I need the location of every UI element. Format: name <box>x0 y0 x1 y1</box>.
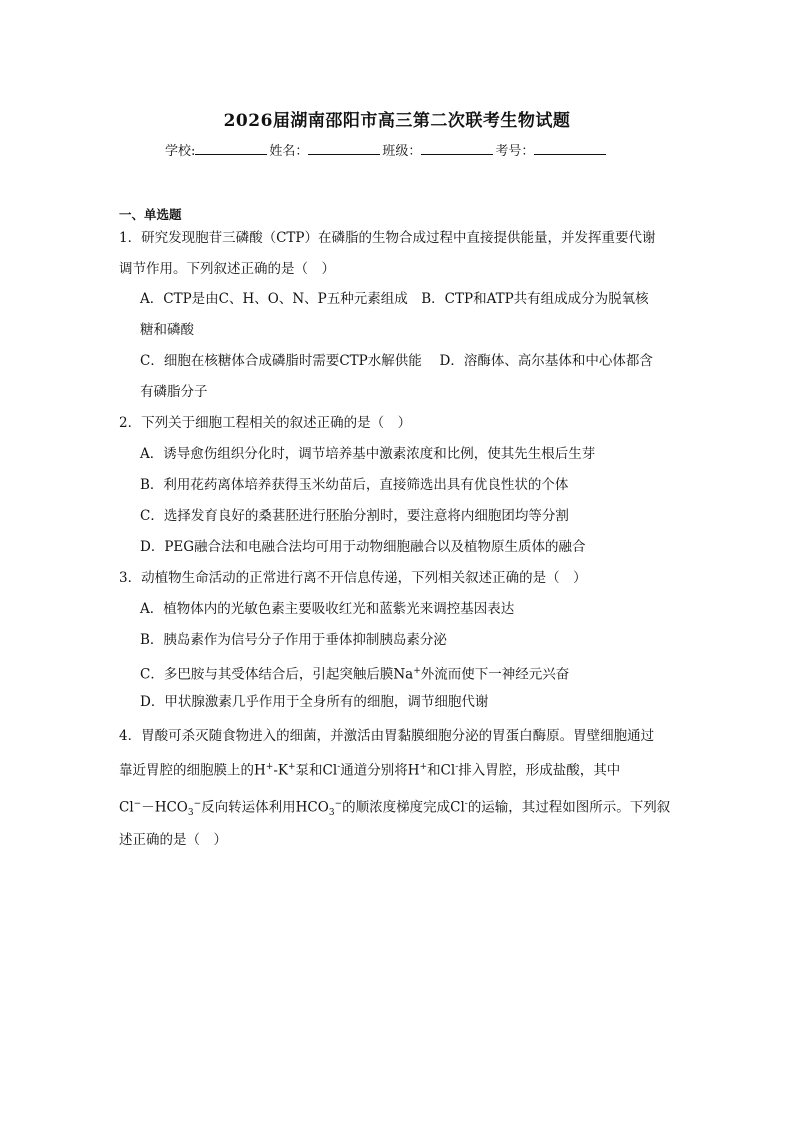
q4-l2-t4: 通道分别将H <box>340 762 420 779</box>
q1-stem-line1: 1．研究发现胞苷三磷酸（CTP）在磷脂的生物合成过程中直接提供能量，并发挥重要代谢 <box>119 230 656 246</box>
q3-option-b: B．胰岛素作为信号分子作用于垂体抑制胰岛素分泌 <box>140 632 447 648</box>
q2-option-c: C．选择发育良好的桑葚胚进行胚胎分割时，要注意将内细胞团均等分割 <box>140 508 569 524</box>
q4-l3-t5: 的运输，其过程如图所示。下列叙 <box>467 799 671 816</box>
q4-l2-t3: 泵和Cl <box>295 762 338 779</box>
q2-option-d: D．PEG融合法和电融合法均可用于动物细胞融合以及植物原生质体的融合 <box>140 539 586 555</box>
q4-l2-s3: - <box>337 762 341 772</box>
q4-stem-line3 <box>119 795 670 822</box>
q4-l3-sub1: 3 <box>187 808 194 819</box>
section-heading: 一、单选题 <box>119 207 182 222</box>
exam-title: 2026届湖南邵阳市高三第二次联考生物试题 <box>223 111 571 131</box>
class-blank <box>421 140 493 155</box>
q4-l2-t6: 排入胃腔，形成盐酸，其中 <box>458 762 621 779</box>
name-blank <box>308 140 380 155</box>
q4-l3-sub2: 3 <box>328 808 335 819</box>
q4-l3-s1: − <box>133 799 142 809</box>
q4-l2-s1: + <box>265 762 274 772</box>
q4-l3-t4: 的顺浓度梯度完成Cl <box>342 799 465 816</box>
q4-l2-s4: + <box>419 762 428 772</box>
number-label: 考号： <box>495 144 535 159</box>
school-label: 学校: <box>165 144 196 159</box>
q1-stem-line2: 调节作用。下列叙述正确的是（ ） <box>119 261 335 277</box>
q2-option-a: A．诱导愈伤组织分化时，调节培养基中激素浓度和比例，使其先生根后生芽 <box>140 446 596 462</box>
name-label: 姓名： <box>269 144 309 159</box>
q4-l2-s5: - <box>455 762 459 772</box>
q4-l2-t5: 和Cl <box>427 762 456 779</box>
q3-option-c <box>140 662 569 684</box>
q4-l3-s3: − <box>334 799 343 809</box>
q4-stem-line1: 4．胃酸可杀灭随食物进入的细菌，并激活由胃黏膜细胞分泌的胃蛋白酶原。胃壁细胞通过 <box>119 728 655 744</box>
q3-option-d: D．甲状腺激素几乎作用于全身所有的细胞，调节细胞代谢 <box>140 694 489 710</box>
q3-stem: 3．动植物生命活动的正常进行离不开信息传递，下列相关叙述正确的是（ ） <box>119 570 587 586</box>
q4-stem-line4: 述正确的是（ ） <box>119 832 227 848</box>
q2-stem: 2．下列关于细胞工程相关的叙述正确的是（ ） <box>119 415 412 431</box>
q1-option-cd: C．细胞在核糖体合成磷脂时需要CTP水解供能 D．溶酶体、高尔基体和中心体都含 <box>140 353 653 369</box>
q3-option-a: A．植物体内的光敏色素主要吸收红光和蓝紫光来调控基因表达 <box>140 601 515 617</box>
q4-l2-t1: 靠近胃腔的细胞膜上的H <box>119 762 266 779</box>
q4-l2-t2: -K <box>273 762 288 779</box>
q4-l3-s2: − <box>193 799 202 809</box>
q4-l2-s2: + <box>287 762 296 772</box>
q2-option-b: B．利用花药离体培养获得玉米幼苗后，直接筛选出具有优良性状的个体 <box>140 477 569 493</box>
student-info-row <box>165 140 608 159</box>
q3-option-c-text2: 外流而使下一神经元兴奋 <box>420 666 570 683</box>
q4-l3-t2: －HCO <box>141 799 188 816</box>
q3-option-c-sup: + <box>413 666 421 676</box>
number-blank <box>534 140 606 155</box>
school-blank <box>195 140 267 155</box>
class-label: 班级： <box>382 144 422 159</box>
q1-option-d-cont: 有磷脂分子 <box>140 384 208 400</box>
q4-l3-s4: - <box>464 799 468 809</box>
q3-option-c-text1: C．多巴胺与其受体结合后，引起突触后膜Na <box>140 666 414 683</box>
q1-option-ab: A．CTP是由C、H、O、N、P五种元素组成 B．CTP和ATP共有组成成分为脱氧核 <box>140 291 649 307</box>
q1-option-b-cont: 糖和磷酸 <box>140 322 194 338</box>
q4-l3-t1: Cl <box>119 799 134 816</box>
q4-stem-line2 <box>119 758 620 780</box>
q4-l3-t3: 反向转运体利用HCO <box>201 799 329 816</box>
